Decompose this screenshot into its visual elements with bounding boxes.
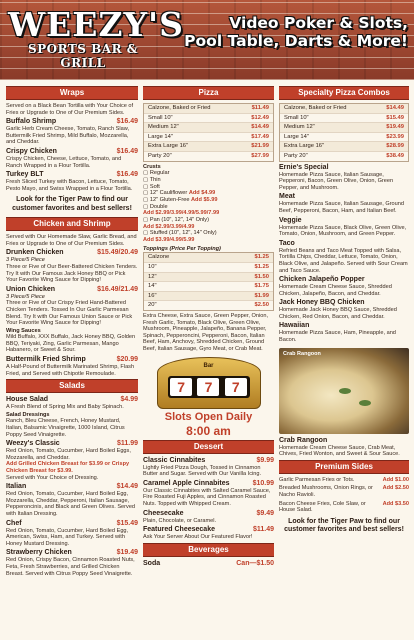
slot-reel: 7 [197, 378, 219, 396]
item-name: Featured Cheesecake [143, 526, 215, 534]
crust-option: ▢ Double [143, 203, 168, 210]
crust-name: Thin [149, 176, 161, 183]
combo-desc: Homemade Pizza Sauce, Ham, Pineapple, and Bacon. [279, 330, 396, 344]
topping-size: 10" [148, 264, 157, 271]
menu-item [143, 526, 274, 534]
topping-price: $1.75 [254, 283, 269, 290]
item-price: $11.99 [116, 440, 138, 448]
menu-item [6, 171, 138, 179]
premium-sides-heading: Premium Sides [279, 460, 409, 474]
menu-item [6, 118, 138, 126]
item-desc: Red Onion, Tomato, Cucumber, Hard Boiled Eggs, Mozzarella, and Cheddar. [6, 448, 131, 461]
topping-size: 20" [148, 302, 157, 309]
item-name: Classic Cinnabites [143, 456, 206, 464]
slots-open-time: 8:00 am [186, 423, 231, 438]
size-price: $12.49 [251, 114, 269, 121]
combo-desc: Homemade Pizza Sauce, Black Olive, Green Olive, Tomato, Onion, Mushroom, and Green Pepper. [279, 224, 407, 238]
logo-sub-text: SPORTS BAR & GRILL [27, 42, 139, 70]
table-row [280, 133, 408, 143]
menu-item [143, 510, 274, 518]
column-right [279, 84, 409, 539]
item-price: Can—$1.50 [236, 559, 274, 567]
item-name: Chef [6, 519, 22, 527]
size-label: Large 14" [284, 133, 309, 140]
crust-option: ▢ Soft [143, 183, 160, 190]
item-desc: Fresh Sliced Turkey with Bacon, Lettuce, Tomato, Pesto Mayo, and Swiss Wrapped in a Flour Tortilla. [6, 179, 133, 192]
table-row [144, 273, 273, 283]
item-name: Union Chicken [6, 285, 56, 293]
item-price: $11.49 [252, 526, 274, 534]
size-price: $14.49 [251, 124, 269, 131]
combo-name: Hawaiian [279, 322, 310, 330]
salads-heading: Salads [6, 379, 138, 393]
table-row [144, 253, 273, 263]
combo-desc: Homemade Pizza Sauce, Italian Sausage, Ground Beef, Pepperoni, Bacon, Ham, and Italian Beef. [279, 201, 404, 214]
table-row [144, 152, 273, 161]
table-row [144, 133, 273, 143]
size-label: Small 10" [148, 114, 173, 121]
item-name: Turkey BLT [6, 171, 44, 179]
combo-desc: Homemade Cream Cheese Sauce, Crab Meat, Chives, Fried Wonton, and Sweet & Sour Sauce. [279, 444, 400, 458]
combo-name: Meat [279, 193, 295, 201]
menu-item [6, 396, 138, 404]
table-row [144, 142, 273, 152]
table-row [280, 152, 408, 161]
menu-item [6, 520, 138, 528]
combo-size-table [279, 103, 409, 162]
side-price: Add $2.50 [382, 485, 409, 492]
menu-item [143, 480, 274, 488]
size-price: $17.49 [251, 133, 269, 140]
size-price: $21.99 [251, 143, 269, 150]
crust-option: ▢ 12" Gluten-Free Add $5.99 [143, 196, 218, 203]
tagline-line-2: Pool Table, Darts & More! [184, 32, 408, 50]
side-row [279, 477, 409, 484]
item-name: Cheesecake [143, 509, 184, 517]
size-label: Medium 12" [148, 124, 179, 131]
wing-sauces-label: Wing Sauces [6, 327, 41, 334]
topping-price: $2.50 [254, 302, 269, 309]
item-desc: Lightly Fried Pizza Dough, Tossed in Cinnamon Butter and Sugar. Served with Our Vanilla Icing. [143, 464, 262, 478]
toppings-label: Toppings (Price Per Topping) [143, 245, 221, 252]
combo-name: Crab Rangoon [279, 436, 328, 444]
side-price: Add $1.00 [382, 476, 409, 483]
crab-rangoon-photo [279, 348, 409, 434]
item-price: $14.49 [116, 483, 138, 491]
side-label: Bacon Cheese Fries, Cole Slaw, or House Salad. [279, 500, 366, 514]
menu-item [143, 457, 274, 465]
pizza-size-table [143, 103, 274, 162]
item-pieces: 3 Piece/5 Piece [6, 257, 45, 264]
item-name: Weezy's Classic [6, 440, 60, 448]
combo-name: Ernie's Special [279, 163, 329, 171]
size-price: $19.49 [386, 124, 404, 131]
combos-heading: Specialty Pizza Combos [279, 86, 409, 100]
crust-name: Soft [149, 183, 160, 190]
table-row [280, 114, 408, 124]
combo-name: Chicken Jalapeño Popper [279, 276, 365, 284]
column-left [6, 84, 138, 577]
crust-option: ▢ 12" Cauliflower Add $4.99 [143, 190, 216, 197]
herb-garnish [359, 400, 371, 406]
crust-name: 12" Cauliflower [149, 190, 188, 197]
menu-item [6, 286, 138, 294]
wraps-intro: Served on a Black Bean Tortilla with Your Choice of Fries or Upgrade to One of Our Premium Sides. [6, 103, 134, 116]
size-price: $11.49 [251, 105, 269, 111]
pizza-heading: Pizza [143, 86, 274, 100]
item-price: $15.49 [116, 519, 138, 527]
table-row [144, 123, 273, 133]
item-desc: Crispy Chicken, Cheese, Lettuce, Tomato, and Ranch Wrapped in a Flour Tortilla. [6, 155, 122, 169]
item-desc: Ask Your Server About Our Featured Flavor! [143, 534, 253, 541]
tiger-paw-note: Look for the Tiger Paw to find our customer favorites and best sellers! [284, 517, 404, 534]
size-price: $28.99 [386, 143, 404, 150]
item-price: $9.99 [256, 456, 274, 464]
crust-option: ▢ Thin [143, 176, 161, 183]
item-desc: Red Onion, Tomato, Cucumber, Hard Boiled Egg, American, Swiss, Ham, and Turkey. Served with Honey Mustard Dressing. [6, 527, 129, 547]
item-price: $15.49/20.49 [97, 249, 138, 257]
table-row [144, 292, 273, 302]
wing-sauces-list: Mild Buffalo, XXX Buffalo, Jack Honey BBQ, Golden BBQ, Teriyaki, Zing, Garlic Parmesan, Mango Habanero, or Sweet & Sour. [6, 334, 136, 354]
item-desc: Red Onion, Tomato, Cucumber, Hard Boiled Egg, Mozzarella, Cheddar, Pepperoni, Italian Sausage, Pepperoncinis, and Black and Green Olives. Served with Italian Dressing. [6, 491, 136, 517]
item-name: Strawberry Chicken [6, 549, 72, 557]
logo-main-text: WEEZY'S [8, 5, 184, 44]
combo-name: Veggie [279, 216, 302, 224]
header-tagline [168, 14, 408, 50]
size-label: Extra Large 16" [284, 143, 325, 150]
menu-header [0, 0, 414, 80]
item-desc: Our Classic Cinnabites with Salted Caramel Sauce, Fire Roasted Fuji Apples, and Cinnamon Roasted Nuts. Topped with Whipped Cream. [143, 487, 271, 507]
topping-size: 14" [148, 283, 157, 290]
item-name: House Salad [6, 396, 49, 404]
menu-item [6, 549, 138, 557]
size-label: Calzone, Baked or Fried [148, 105, 211, 111]
item-name: Buffalo Shrimp [6, 118, 57, 126]
crust-name: 12" Gluten-Free [149, 196, 190, 203]
dessert-heading: Dessert [143, 440, 274, 454]
crust-price: Add $2.99/3.99/4.99/5.99/7.99 [143, 210, 220, 217]
item-price: $10.99 [252, 479, 274, 487]
side-label: Garlic Parmesan Fries or Tots. [279, 476, 355, 483]
combo-desc: Homemade Jack Honey BBQ Sauce, Shredded Chicken, Red Onion, Bacon, and Cheddar. [279, 307, 397, 320]
size-price: $14.49 [386, 105, 404, 111]
menu-item [6, 148, 138, 156]
size-price: $38.49 [386, 152, 404, 159]
column-middle [143, 84, 274, 568]
size-label: Medium 12" [284, 124, 315, 131]
menu-item [6, 483, 138, 491]
beverages-heading: Beverages [143, 543, 274, 557]
item-price: $16.49 [116, 118, 138, 126]
slots-open-text: Slots Open Daily [164, 410, 253, 423]
item-price: $20.99 [116, 356, 138, 364]
item-price: $16.49 [116, 147, 138, 155]
crust-option: ▢ Pan (10", 12", 14" Only) [143, 217, 209, 224]
item-desc: A Half-Pound of Buttermilk Marinated Shrimp, Flash Fried, and Served with Chipotle Remoulade. [6, 364, 135, 377]
item-pieces: 3 Piece/5 Piece [6, 293, 45, 300]
item-add-on: Add Grilled Chicken Breast for $3.99 or Crispy Chicken Breast for $3.99. [6, 461, 130, 474]
item-desc: Plain, Chocolate, or Caramel. [143, 517, 217, 524]
combo-name: Jack Honey BBQ Chicken [279, 299, 365, 307]
crust-name: Pan (10", 12", 14" Only) [149, 217, 209, 224]
table-row [144, 263, 273, 273]
menu-item [6, 249, 138, 257]
slot-reels [168, 376, 250, 398]
menu-item [143, 560, 274, 568]
chicken-intro: Served with Our Homemade Slaw, Garlic Bread, and Fries or Upgrade to One of Our Premium Sides. [6, 234, 137, 247]
combo-name: Taco [279, 239, 295, 247]
item-name: Italian [6, 483, 27, 491]
slot-reel: 7 [170, 378, 192, 396]
item-desc: Three or Five of Our Crispy Fried Hand-Battered Chicken Tenders. Tossed In Our Garlic Parmesan Blend. Try It with Our Famous Union Sauce or Pick Your Favorite Wing Sauce for Dipping! [6, 300, 133, 327]
item-desc: Three or Five of Our Beer-Battered Chicken Tenders. Try It with Our Famous Jack Honey BBQ or Pick Your Favorite Wing Sauce for Dipping! [6, 263, 138, 284]
menu-item [6, 440, 138, 448]
table-row [280, 123, 408, 133]
table-row [144, 301, 273, 310]
table-row [280, 104, 408, 114]
side-row [279, 501, 409, 514]
side-row [279, 485, 409, 498]
item-served: Served with Your Choice of Dressing. [6, 474, 99, 481]
table-row [144, 114, 273, 124]
item-price: $16.49/21.49 [97, 285, 138, 293]
slot-reel: 7 [225, 378, 247, 396]
item-desc: A Fresh Blend of Spring Mix and Baby Spinach. [6, 404, 124, 411]
combo-desc: Homemade Cream Cheese Sauce, Shredded Chicken, Jalapeño, Bacon, and Cheddar. [279, 284, 392, 297]
crust-name: Regular [149, 170, 170, 177]
size-price: $15.49 [386, 114, 404, 121]
tagline-line-1: Video Poker & Slots, [229, 14, 408, 32]
size-label: Party 20" [148, 152, 172, 159]
topping-price: $1.99 [254, 292, 269, 299]
table-row [144, 104, 273, 114]
crust-option: ▢ Regular [143, 170, 170, 177]
dressings-list: Ranch, Bleu Cheese, French, Honey Mustard, Italian, Balsamic Vinaigrette, 1000 Island, Citrus Poppy Seed Vinaigrette. [6, 418, 125, 438]
topping-size: 12" [148, 273, 157, 280]
topping-size: 16" [148, 292, 157, 299]
menu-item [6, 356, 138, 364]
size-label: Small 10" [284, 114, 309, 121]
slot-machine-label: Bar [203, 362, 214, 369]
item-name: Drunken Chicken [6, 249, 64, 257]
dressings-label: Salad Dressings [6, 411, 50, 418]
crust-option: ▢ Stuffed (10", 12", 14" Only) [143, 230, 217, 237]
side-price: Add $3.50 [382, 500, 409, 507]
item-desc: Garlic Herb Cream Cheese, Tomato, Ranch Slaw, Buttermilk Fried Shrimp, Mild Buffalo, Mozzarella, and Cheddar. [6, 126, 130, 146]
wraps-heading: Wraps [6, 86, 138, 100]
item-desc: Red Onion, Crispy Bacon, Cinnamon Roasted Nuts, Feta, Fresh Strawberries, and Grilled Chicken Breast. Served with Citrus Poppy Seed Vinaigrette. [6, 557, 135, 577]
crust-price: Add $4.99 [188, 190, 216, 197]
size-price: $27.99 [251, 152, 269, 159]
item-price: $9.49 [256, 509, 274, 517]
topping-price: $1.25 [254, 264, 269, 271]
item-name: Crispy Chicken [6, 147, 57, 155]
crust-price: Add $2.99/3.99/4.99 [143, 223, 195, 230]
crust-name: Stuffed (10", 12", 14" Only) [149, 230, 217, 237]
combo-desc: Homemade Pizza Sauce, Italian Sausage, Pepperoni, Bacon, Green Olive, Onion, Green Pepper, and Mushroom. [279, 171, 394, 191]
table-row [144, 282, 273, 292]
crust-name: Double [149, 203, 168, 210]
weezys-logo [8, 5, 184, 70]
slot-machine-illustration [157, 357, 261, 409]
topping-price: $1.50 [254, 273, 269, 280]
size-label: Large 14" [148, 133, 173, 140]
size-label: Extra Large 16" [148, 143, 189, 150]
herb-garnish [339, 388, 351, 394]
toppings-table [143, 252, 274, 311]
item-price: $4.99 [120, 396, 138, 404]
topping-size: Calzone [148, 254, 170, 261]
combo-desc: Refried Beans and Taco Meat Topped with Salsa, Tortilla Chips, Cheddar, Lettuce, Tomato, Onion, Black Olive, and Jalapeño. Served with Sour Cream and Taco Sauce. [279, 247, 408, 274]
item-price: $19.49 [116, 549, 138, 557]
item-name: Soda [143, 559, 161, 567]
topping-price: $1.25 [254, 254, 269, 261]
photo-label: Crab Rangoon [283, 350, 321, 357]
size-label: Party 20" [284, 152, 308, 159]
table-row [280, 142, 408, 152]
item-name: Buttermilk Fried Shrimp [6, 356, 86, 364]
tiger-paw-note: Look for the Tiger Paw to find our customer favorites and best sellers! [12, 196, 132, 212]
size-price: $23.99 [386, 133, 404, 140]
crusts-label: Crusts [143, 163, 161, 170]
size-label: Calzone, Baked or Fried [284, 105, 347, 111]
chicken-heading: Chicken and Shrimp [6, 217, 138, 231]
item-price: $16.49 [116, 171, 138, 179]
crust-price: Add $3.99/4.99/5.99 [143, 237, 195, 244]
side-label: Breaded Mushrooms, Onion Rings, or Nacho Ravioli. [279, 485, 373, 499]
item-name: Caramel Apple Cinnabites [143, 479, 230, 487]
crust-price: Add $5.99 [191, 196, 218, 203]
toppings-list: Extra Cheese, Extra Sauce, Green Pepper, Onion, Fresh Garlic, Tomato, Black Olive, Green Olive, Mushroom, Pineapple, Jalapeño, Banana Pepper, Spinach, Pepperoncini, Pepperoni, Bacon, Italian Beef, Ham, Anchovy, Shredded Chicken, Ground Beef, Italian Sausage, Gyro Meat, or Crab Meat. [143, 313, 268, 353]
